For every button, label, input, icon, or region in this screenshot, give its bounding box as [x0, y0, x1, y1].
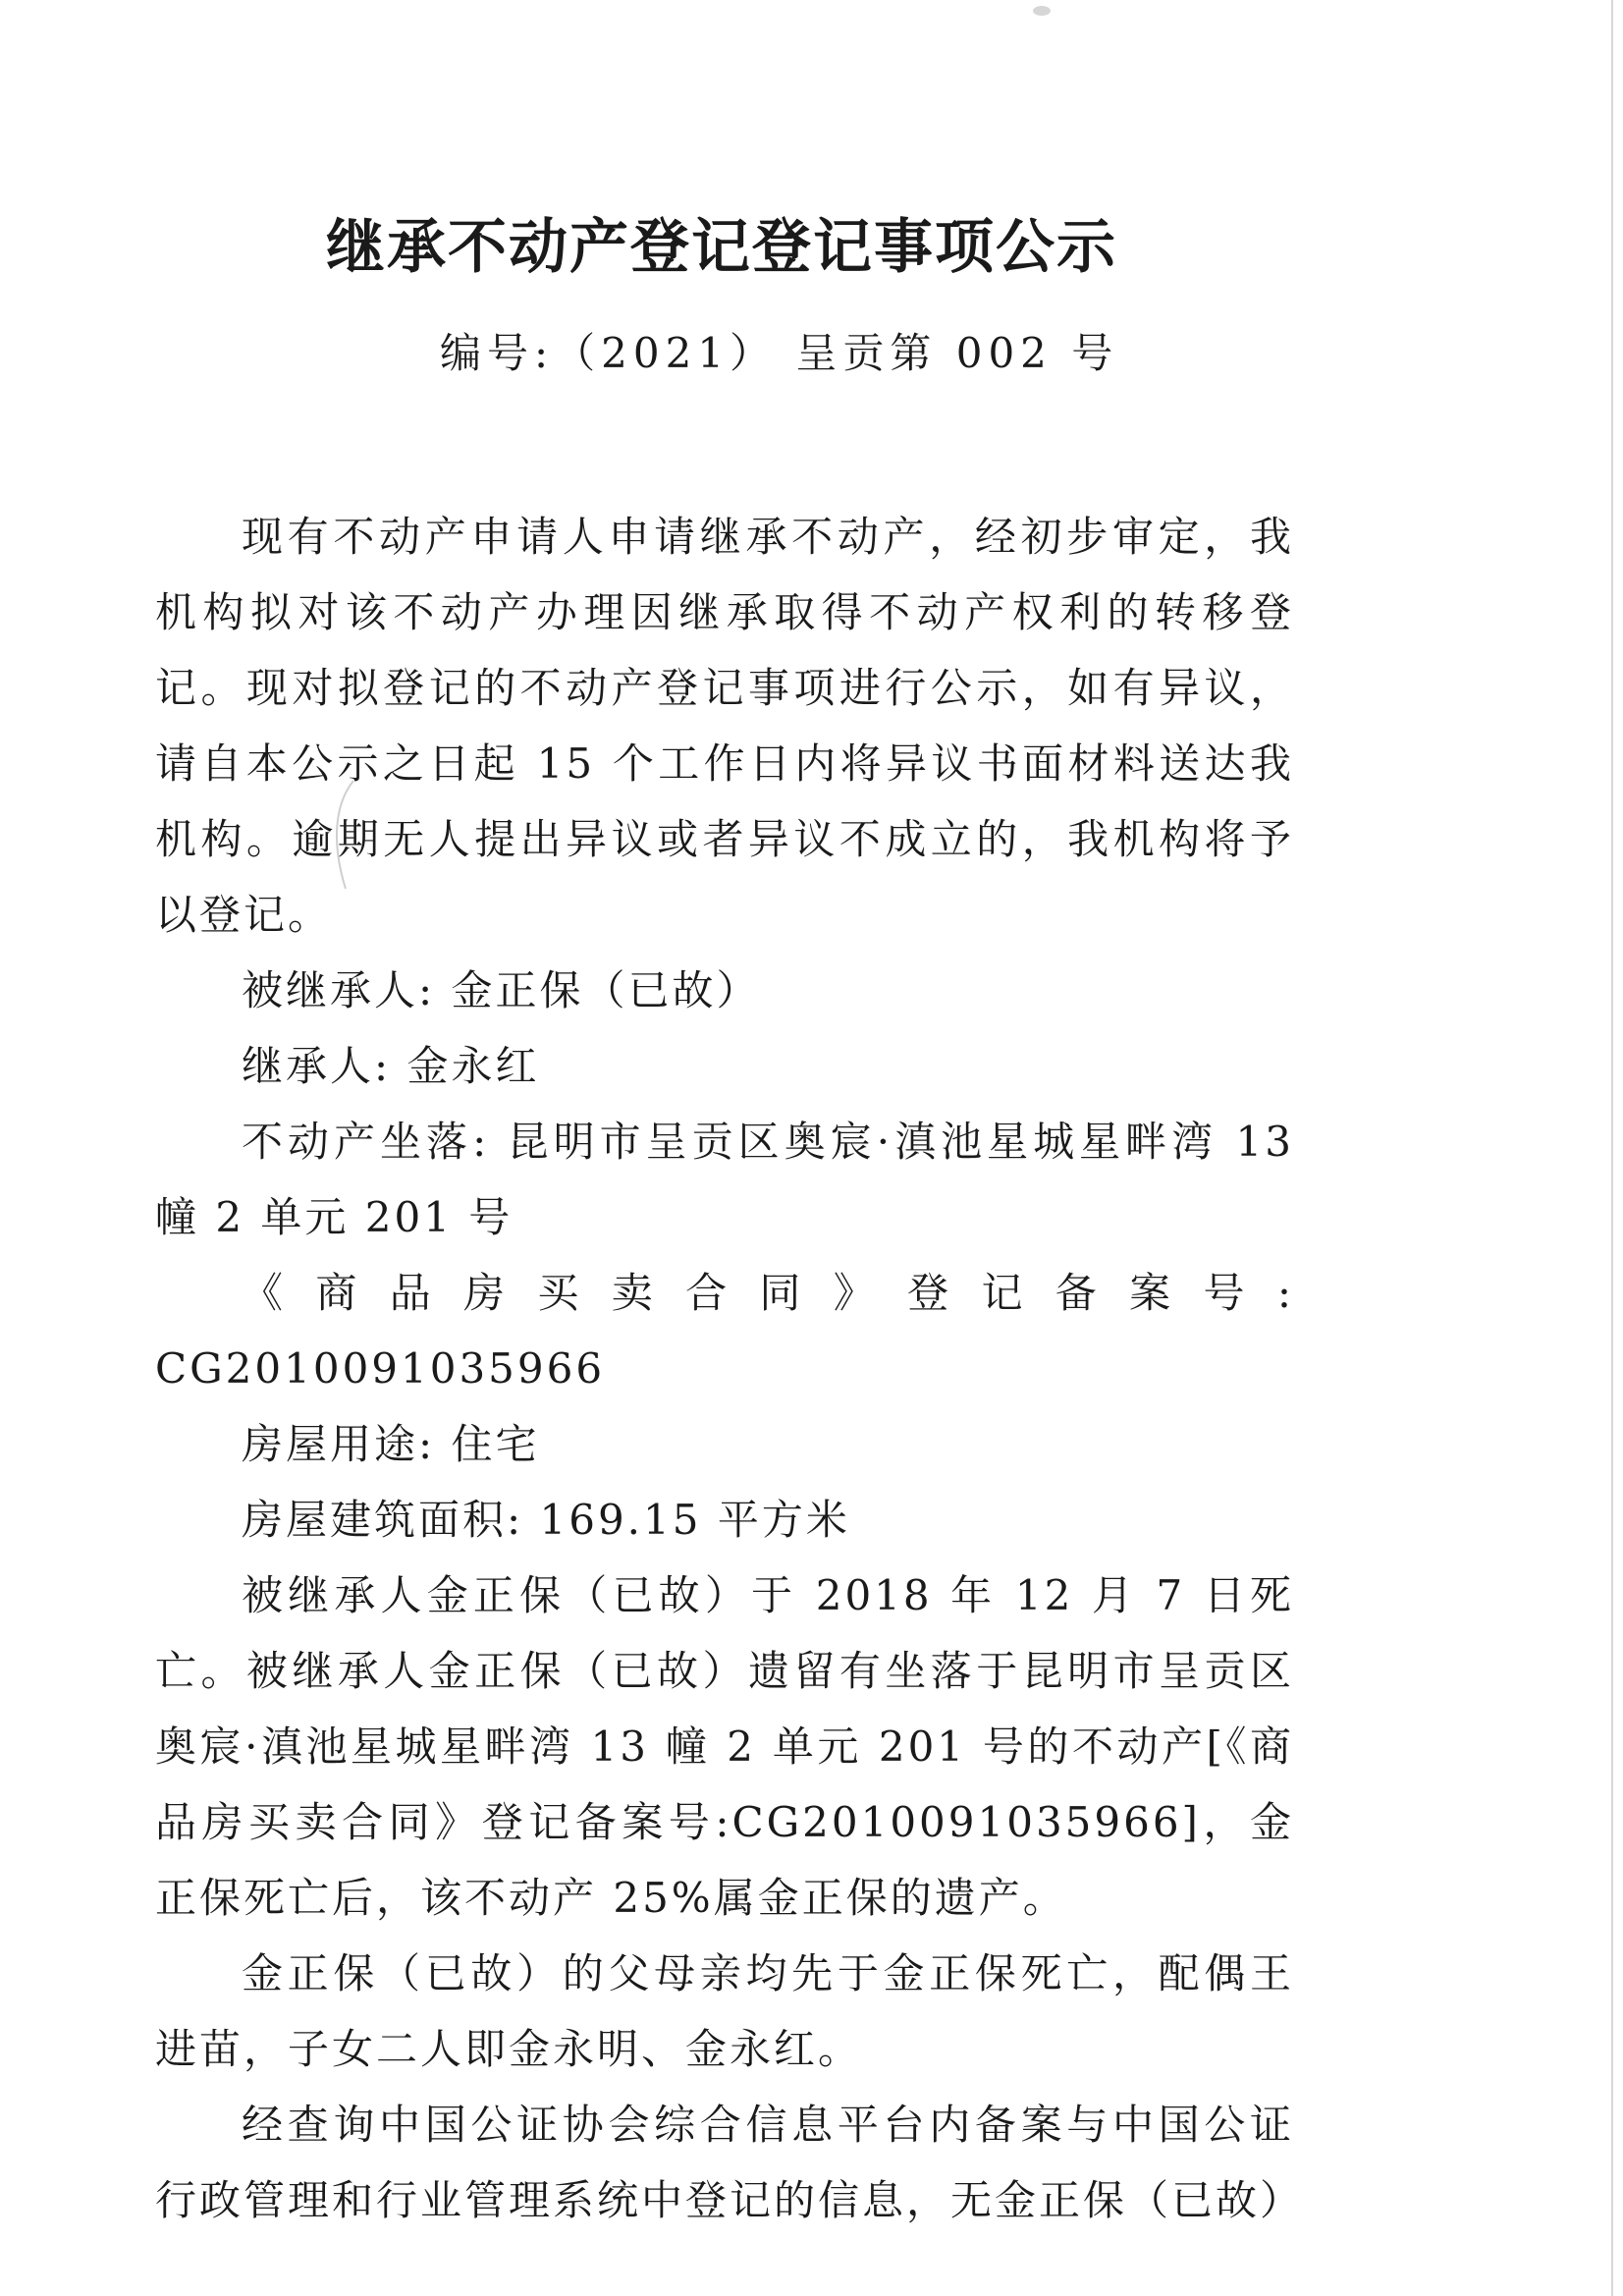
decedent-line: [155, 953, 1294, 1028]
death-paragraph: 被继承人金正保（已故）于 2018 年 12 月 7 日死亡。被继承人金正保（已故）遗留有坐落于昆明市呈贡区奥宸·滇池星城星畔湾 13 幢 2 单元 201 号的不动产[《商品房买卖合同》登记备案号:CG2010091035966]，金正保死亡后，该不动产 25%属金正保的遗产。: [155, 1571, 1294, 1922]
decedent-value: 金正保（已故）: [451, 966, 761, 1014]
location-label: 不动产坐落:: [242, 1118, 490, 1166]
family-paragraph: 金正保（已故）的父母亲均先于金正保死亡，配偶王进苗，子女二人即金永明、金永红。: [155, 1949, 1294, 2073]
usage-line: [155, 1406, 1294, 1482]
intro-paragraph: 现有不动产申请人申请继承不动产，经初步审定，我机构拟对该不动产办理因继承取得不动产权利的转移登记。现对拟登记的不动产登记事项进行公示，如有异议，请自本公示之日起 15 个工作日内将异议书面材料送达我机构。逾期无人提出异议或者异议不成立的，我机构将予以登记。: [155, 513, 1294, 939]
area-value: 169.15 平方米: [539, 1496, 850, 1544]
contract-label: 《商品房买卖合同》登记备案号:: [242, 1269, 1294, 1317]
usage-label: 房屋用途:: [242, 1420, 436, 1468]
decedent-label: 被继承人:: [242, 966, 436, 1014]
location-line: [155, 1104, 1294, 1255]
area-label: 房屋建筑面积:: [242, 1496, 524, 1544]
contract-line: [155, 1255, 1294, 1406]
contract-value: CG2010091035966: [155, 1344, 606, 1393]
scan-edge-line: [1611, 0, 1613, 2296]
heir-label: 继承人:: [242, 1042, 392, 1090]
heir-line: [155, 1028, 1294, 1104]
document-number: 编号:（2021） 呈贡第 002 号: [440, 329, 1119, 377]
location-value: 昆明市呈贡区奥宸·滇池星城星畔湾 13 幢 2 单元 201 号: [155, 1118, 1294, 1241]
area-line: [155, 1482, 1294, 1558]
query-paragraph: 经查询中国公证协会综合信息平台内备案与中国公证行政管理和行业管理系统中登记的信息，无金正保（已故）: [155, 2101, 1305, 2224]
heir-value: 金永红: [406, 1042, 540, 1090]
scan-smudge: [1033, 6, 1051, 16]
usage-value: 住宅: [451, 1420, 540, 1468]
document-body: [155, 499, 1305, 2238]
document-title: 继承不动产登记登记事项公示: [326, 213, 1117, 282]
